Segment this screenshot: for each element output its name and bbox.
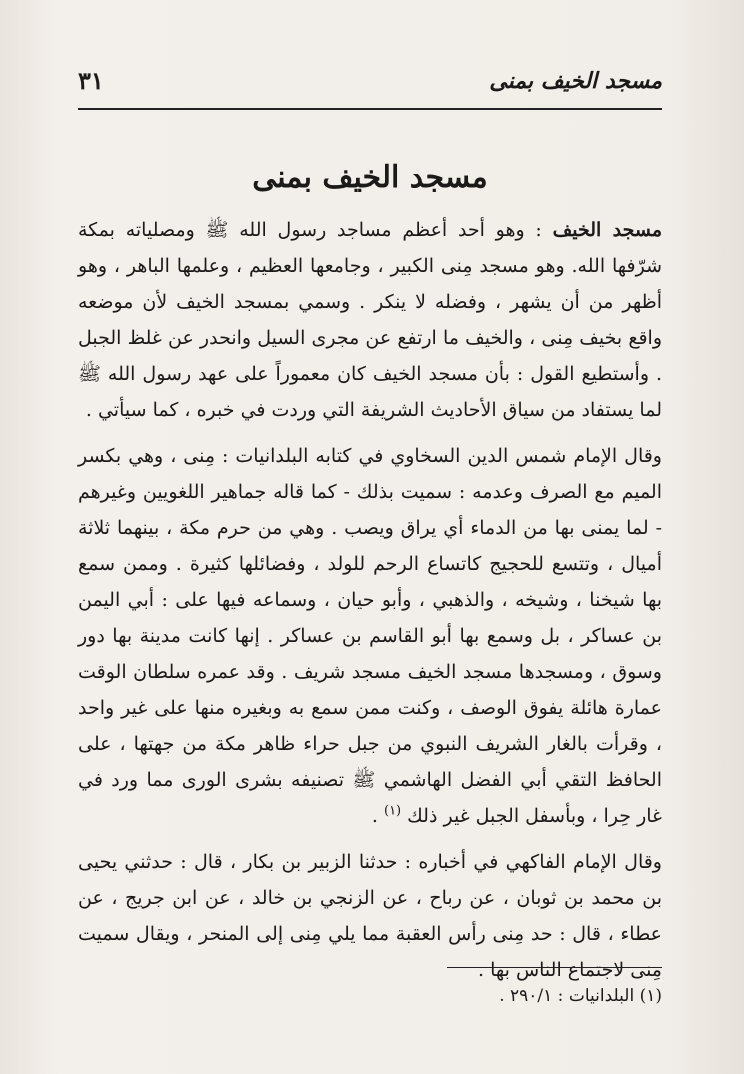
running-title: مسجد الخيف بمنى bbox=[489, 68, 662, 94]
paragraph: وقال الإمام شمس الدين السخاوي في كتابه البلدانيات : مِنى ، وهي بكسر الميم مع الصرف وعدمه : سميت بذلك - كما قاله جماهير اللغويين وغيرهم - لما يمنى بها من الدماء أي يراق ويصب . وهي من حرم مكة ، بينهما ثلاثة أميال ، وتتسع للحجيج كاتساع الرحم للولد ، وفضائلها كثيرة . وممن سمع بها شيخنا ، وشيخه ، والذهبي ، وأبو حيان ، وسماعه فيها على : أبي اليمن بن عساكر ، بل وسمع بها أبو القاسم بن عساكر . إنها كانت مدينة بها دور وسوق ، ومسجدها مسجد الخيف مسجد شريف . وقد عمره سلطان الوقت عمارة هائلة يفوق الوصف ، وكنت ممن سمع به وبغيره منها على غير واحد ، وقرأت بالغار الشريف النبوي من جبل حراء ظاهر مكة من جهتها ، على الحافظ التقي أبي الفضل الهاشمي ﷺ تصنيفه بشرى الورى مما ورد في غار حِرا ، وبأسفل الجبل غير ذلك $^{(١)}$ . bbox=[78, 445, 662, 827]
page-header bbox=[78, 66, 662, 106]
chapter-title: مسجد الخيف بمنى bbox=[252, 160, 488, 195]
header-rule bbox=[78, 108, 662, 110]
paragraph-text: وقال الإمام الفاكهي في أخباره : حدثنا الزبير بن بكار ، قال : حدثني يحيى بن محمد بن ثوبان ، عن رباح ، عن الزنجي بن خالد ، عن ابن جريج ، عن عطاء ، قال : حد مِنى رأس العقبة مما يلي مِنى إلى المنحر ، ويقال سميت مِنى لاجتماع الناس بها . bbox=[78, 851, 662, 981]
page-number: ٣١ bbox=[78, 66, 104, 95]
footnote-rule bbox=[447, 967, 662, 968]
paragraph bbox=[78, 212, 662, 428]
paragraph-text: : وهو أحد أعظم مساجد رسول الله ﷺ ومصلياته بمكة شرّفها الله. وهو مسجد مِنى الكبير ، وجامعها العظيم ، وعلمها الباهر ، وهو أظهر من أن يشهر ، وفضله لا ينكر . وسمي بمسجد الخيف لأن موضعه واقع بخيف مِنى ، والخيف ما ارتفع عن مجرى السيل وانحدر عن غلظ الجبل . وأستطيع القول : بأن مسجد الخيف كان معموراً على عهد رسول الله ﷺ لما يستفاد من سياق الأحاديث الشريفة التي وردت في خبره ، كما سيأتي . bbox=[78, 219, 662, 421]
footnote-reference[interactable]: (١) bbox=[383, 803, 402, 819]
paragraph-text: وقال الإمام شمس الدين السخاوي في كتابه البلدانيات : مِنى ، وهي بكسر الميم مع الصرف وعدمه : سميت بذلك - كما قاله جماهير اللغويين وغيرهم - لما يمنى بها من الدماء أي يراق ويصب . وهي من حرم مكة ، بينهما ثلاثة أميال ، وتتسع للحجيج كاتساع الرحم للولد ، وفضائلها كثيرة . وممن سمع بها شيخنا ، وشيخه ، والذهبي ، وأبو حيان ، وسماعه فيها على : أبي اليمن بن عساكر ، بل وسمع بها أبو القاسم بن عساكر . إنها كانت مدينة بها دور وسوق ، ومسجدها مسجد الخيف مسجد شريف . وقد عمره سلطان الوقت عمارة هائلة يفوق الوصف ، وكنت ممن سمع به وبغيره منها على غير واحد ، وقرأت بالغار الشريف النبوي من جبل حراء ظاهر مكة من جهتها ، على الحافظ التقي أبي الفضل الهاشمي ﷺ تصنيفه بشرى الورى مما ورد في غار حِرا ، وبأسفل الجبل غير ذلك bbox=[78, 445, 662, 827]
body-text bbox=[78, 212, 662, 998]
footnote: (١) البلدانيات : ٢٩٠/١ . bbox=[499, 986, 662, 1006]
paragraph-lead: مسجد الخيف bbox=[552, 219, 662, 241]
